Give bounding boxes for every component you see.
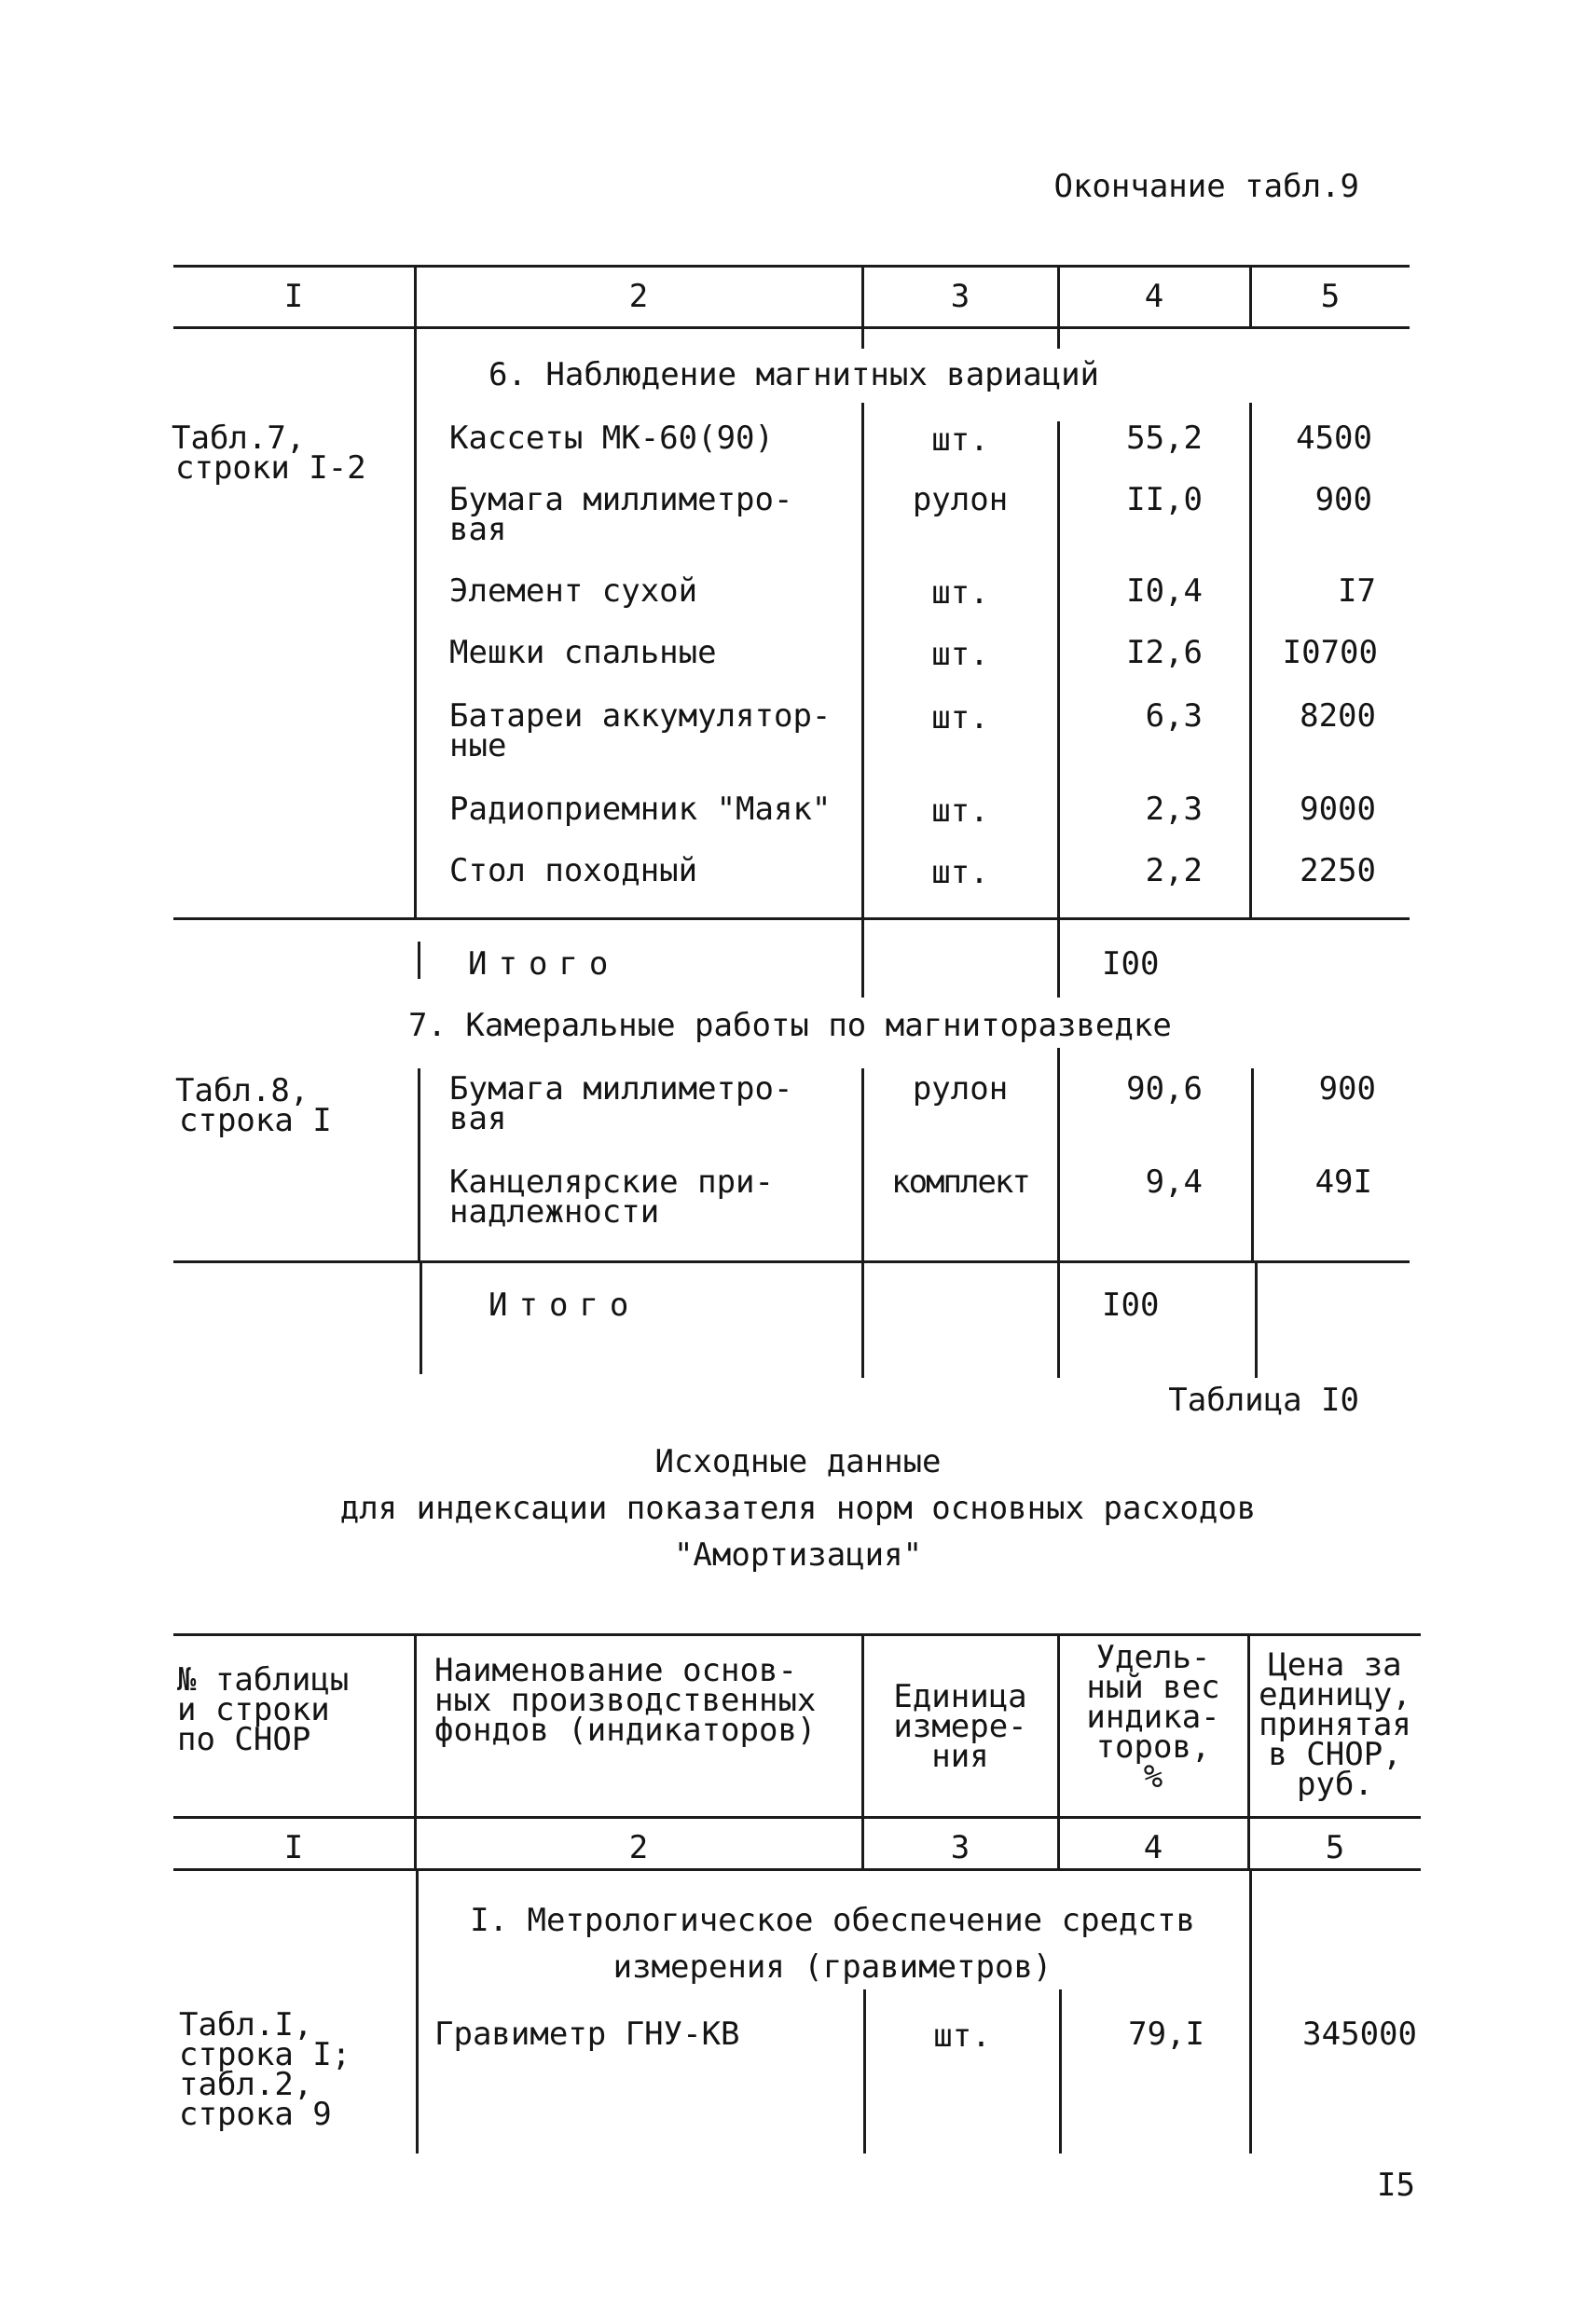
item-price: 8200 [1300,697,1376,735]
header-line: Удель- [1095,1639,1211,1676]
col-number: 3 [950,1829,970,1866]
item-unit: шт. [931,421,989,459]
table-label: Таблица I0 [1168,1382,1359,1419]
item-name: Стол походный [449,852,698,889]
header-line: № таблицы [177,1661,350,1699]
col-number: I [283,278,304,315]
item-name: Радиоприемник "Маяк" [449,791,832,828]
table-ref: табл.2, [179,2066,313,2103]
item-unit: рулон [912,1070,1009,1108]
item-price: 900 [1314,481,1372,518]
item-weight: 2,3 [1145,791,1203,828]
col-number: 2 [628,278,649,315]
item-weight: 9,4 [1145,1163,1203,1201]
col-number: 5 [1325,1829,1345,1866]
item-price: 900 [1318,1070,1376,1108]
item-weight: I0,4 [1126,572,1203,610]
item-unit: рулон [912,481,1009,518]
item-name: Гравиметр ГНУ-КВ [434,2016,740,2053]
item-unit: шт. [931,854,989,891]
header-line: торов, [1095,1728,1211,1766]
header-line: ный вес [1086,1669,1220,1706]
col-divider [1057,1048,1060,1262]
total-value: I00 [1102,945,1160,983]
table-ref: строка I [179,1102,332,1139]
col-divider [1057,421,1060,919]
table-ref: Табл.8, [175,1072,310,1109]
item-name: Батареи аккумулятор- [449,697,832,735]
col-divider [418,942,420,979]
header-line: % [1143,1758,1163,1796]
table-top-rule [173,1633,1421,1636]
item-name: Мешки спальные [449,634,717,671]
table-ref: строки I-2 [175,449,366,487]
item-name: Кассеты МК-60(90) [449,420,774,457]
header-line: принятая [1259,1706,1411,1743]
col-divider [861,1262,864,1378]
col-divider [414,326,417,919]
item-price: 345000 [1302,2016,1417,2053]
col-divider [1255,1262,1258,1378]
header-line: и строки [177,1691,330,1728]
col-divider [418,1068,420,1262]
item-unit: шт. [933,2017,991,2055]
header-bottom-rule [173,1816,1421,1819]
item-name: надлежности [449,1193,660,1231]
col-number: 4 [1143,1829,1163,1866]
section-title: измерения (гравиметров) [612,1948,1053,1986]
table-ref: строка I; [179,2036,351,2073]
page-number: I5 [1377,2167,1415,2204]
col-number: 4 [1144,278,1164,315]
item-price: 49I [1314,1163,1372,1201]
header-line: Наименование основ- [434,1652,797,1689]
table-continuation-caption: Окончание табл.9 [1053,168,1359,205]
col-numbers-bottom-rule [173,1868,1421,1871]
header-line: в СНОР, [1268,1736,1402,1773]
header-line: ния [931,1738,989,1775]
item-price: I7 [1338,572,1376,610]
item-name: Канцелярские при- [449,1163,774,1201]
section-title: 6. Наблюдение магнитных вариаций [488,356,1100,393]
item-unit: шт. [931,636,989,673]
item-unit: комплект [891,1163,1029,1201]
col-divider [1057,1262,1060,1378]
col-divider [1057,919,1060,998]
header-line: Цена за [1268,1646,1402,1684]
header-col-2 [434,1652,817,1749]
col-number: I [283,1829,304,1866]
section-title: 7. Камеральные работы по магниторазведке [408,1007,1172,1044]
item-weight: 6,3 [1145,697,1203,735]
section7-bottom-rule [173,1260,1410,1263]
col-number: 3 [950,278,970,315]
item-unit: шт. [931,699,989,736]
item-weight: 55,2 [1126,420,1203,457]
table-title-line: Исходные данные [654,1443,942,1480]
col-divider [1059,1989,1062,2154]
header-line: индика- [1086,1699,1220,1736]
col-divider [1249,403,1252,919]
col-divider [863,1989,866,2154]
table-ref: Табл.7, [172,420,306,457]
header-col-3 [863,1678,1057,1775]
item-price: 9000 [1300,791,1376,828]
col-divider [420,1262,422,1374]
total-label: Итого [468,945,620,983]
table-title-line: для индексации показателя норм основных расходов [339,1490,1257,1527]
header-line: единицу, [1259,1676,1411,1713]
table-title-line: "Амортизация" [673,1536,923,1574]
item-name: Бумага миллиметро- [449,1070,793,1108]
section-title: I. Метрологическое обеспечение средств [470,1902,1195,1939]
header-line: фондов (индикаторов) [434,1712,817,1749]
table-ref: строка 9 [179,2096,332,2133]
header-col-5 [1249,1646,1421,1803]
header-line: ных производственных [434,1682,817,1719]
item-weight: II,0 [1126,481,1203,518]
col-divider [1249,1870,1252,2154]
col-number: 5 [1320,278,1341,315]
header-col-4 [1059,1639,1247,1796]
item-weight: 79,I [1128,2016,1204,2053]
item-unit: шт. [931,792,989,830]
item-weight: 2,2 [1145,852,1203,889]
header-bottom-rule [173,326,1410,329]
item-unit: шт. [931,574,989,612]
header-line: измере- [893,1708,1027,1745]
col-divider [861,919,864,998]
item-name: Бумага миллиметро- [449,481,793,518]
header-line: руб. [1297,1766,1373,1803]
item-weight: 90,6 [1126,1070,1203,1108]
item-price: 2250 [1300,852,1376,889]
item-name: ные [449,727,507,764]
item-name: Элемент сухой [449,572,698,610]
col-number: 2 [628,1829,649,1866]
header-col-1 [177,1661,350,1758]
item-name: вая [449,1100,507,1137]
section6-bottom-rule [173,917,1410,920]
total-label: Итого [488,1287,640,1324]
table-ref: Табл.I, [179,2006,313,2044]
table-top-rule [173,265,1410,268]
item-name: вая [449,511,507,548]
header-line: по СНОР [177,1721,311,1758]
col-divider [1251,1068,1254,1262]
item-weight: I2,6 [1126,634,1203,671]
item-price: 4500 [1296,420,1372,457]
total-value: I00 [1102,1287,1160,1324]
item-price: I0700 [1282,634,1378,671]
header-line: Единица [893,1678,1027,1715]
